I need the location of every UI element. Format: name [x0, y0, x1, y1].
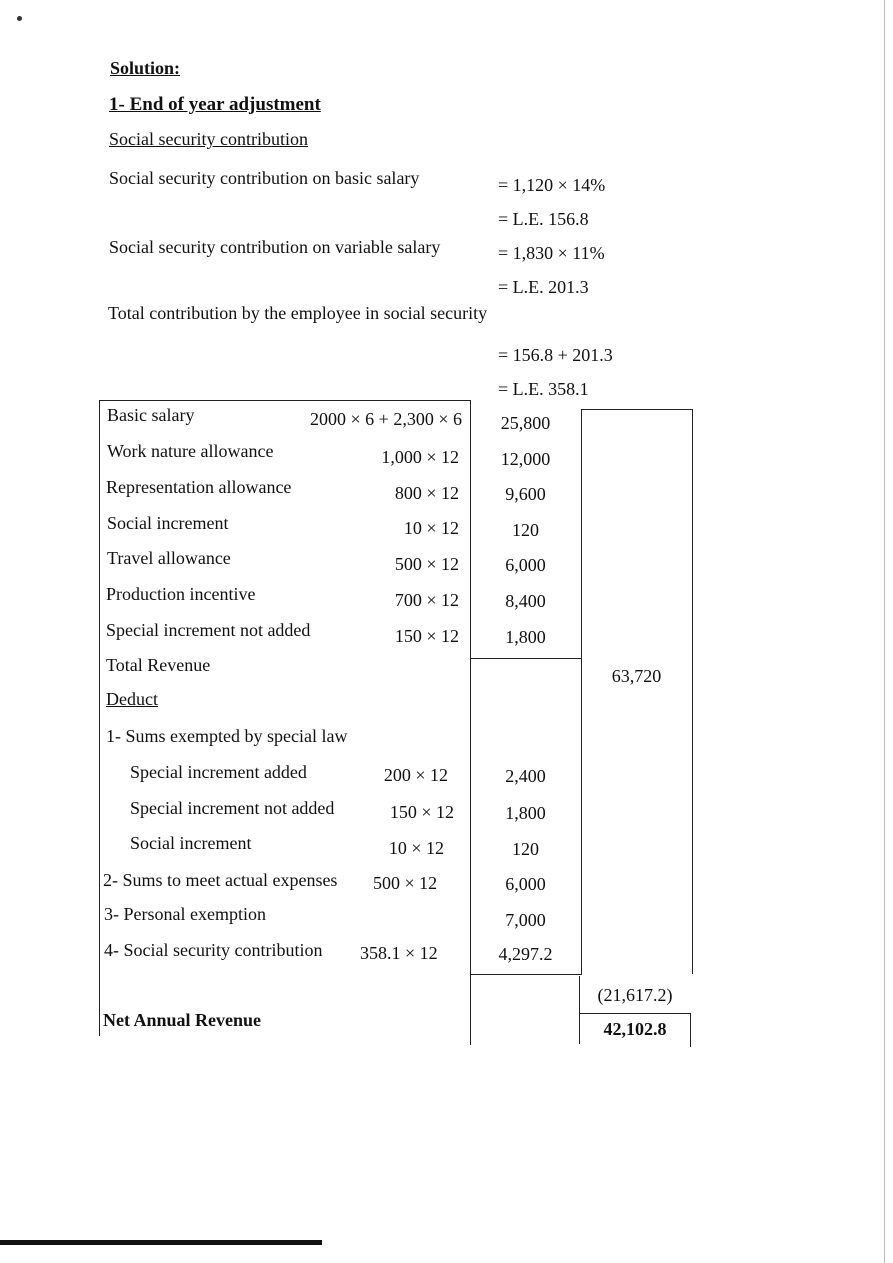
- exempt-amount: 2,400: [505, 766, 546, 786]
- ss-total-formula: = 156.8 + 201.3: [498, 345, 613, 365]
- income-formula: 700 × 12: [394, 590, 459, 610]
- deduction-subtotal-rule: [470, 974, 582, 975]
- ss-variable-label: Social security contribution on variable salary: [109, 237, 441, 257]
- table-top-border: [99, 400, 471, 401]
- income-formula: 10 × 12: [403, 518, 459, 538]
- income-label: Special increment not added: [106, 620, 311, 640]
- subsection-title: Social security contribution: [109, 129, 308, 149]
- section-title-text: 1- End of year adjustment: [109, 94, 321, 115]
- income-formula: 2000 × 6 + 2,300 × 6: [310, 409, 462, 429]
- exempt-formula: 150 × 12: [389, 802, 454, 822]
- income-amount: 120: [512, 520, 539, 540]
- solution-title: Solution:: [110, 58, 181, 78]
- net-annual-revenue-value: 42,102.8: [603, 1019, 667, 1039]
- income-formula: 800 × 12: [394, 483, 459, 503]
- exempt-formula: 10 × 12: [388, 838, 444, 858]
- ss-variable-formula: = 1,830 × 11%: [498, 243, 605, 263]
- personal-exemption-amount: 7,000: [505, 910, 546, 930]
- net-annual-revenue-label: Net Annual Revenue: [103, 1010, 262, 1030]
- exempt-amount: 120: [512, 839, 539, 859]
- ss-total-label: Total contribution by the employee in social security: [108, 303, 488, 323]
- income-formula: 150 × 12: [394, 626, 459, 646]
- income-amount: 8,400: [505, 591, 546, 611]
- scan-speck: [17, 16, 22, 21]
- exempt-formula: 200 × 12: [383, 765, 448, 785]
- income-amount: 12,000: [500, 449, 551, 469]
- ss-total-result: = L.E. 358.1: [498, 379, 589, 399]
- ss-basic-label: Social security contribution on basic salary: [109, 168, 420, 188]
- amount-col-right-rule: [581, 409, 582, 974]
- income-subtotal-rule: [470, 658, 582, 659]
- scan-edge-line: [884, 0, 885, 1263]
- total-revenue-value: 63,720: [611, 666, 662, 686]
- actual-expenses-amount: 6,000: [505, 874, 546, 894]
- income-amount: 1,800: [505, 627, 546, 647]
- table-left-border: [99, 400, 100, 1036]
- scan-bottom-bar: [0, 1240, 322, 1245]
- actual-expenses-label: 2- Sums to meet actual expenses: [103, 870, 338, 890]
- total-revenue-label: Total Revenue: [106, 655, 211, 675]
- income-formula: 1,000 × 12: [381, 447, 459, 467]
- net-value-top-rule: [579, 1013, 691, 1014]
- ss-variable-result: = L.E. 201.3: [498, 277, 589, 297]
- income-amount: 9,600: [505, 484, 546, 504]
- income-amount: 25,800: [500, 413, 551, 433]
- personal-exemption-label: 3- Personal exemption: [104, 904, 266, 924]
- deduct-label: Deduct: [106, 689, 158, 709]
- total-col-top-rule: [581, 409, 693, 410]
- exempt-label: Social increment: [130, 833, 252, 853]
- ss-basic-formula: = 1,120 × 14%: [498, 175, 606, 195]
- income-label: Basic salary: [107, 405, 195, 425]
- income-label: Social increment: [107, 513, 229, 533]
- income-label: Travel allowance: [107, 548, 231, 568]
- exempt-heading: 1- Sums exempted by special law: [106, 726, 348, 746]
- actual-expenses-formula: 500 × 12: [373, 873, 438, 893]
- income-label: Production incentive: [106, 584, 256, 604]
- exempt-label: Special increment not added: [130, 798, 335, 818]
- exempt-amount: 1,800: [505, 803, 546, 823]
- section-title: [109, 94, 321, 116]
- ss-deduction-formula: 358.1 × 12: [360, 943, 438, 963]
- ss-deduction-amount: 4,297.2: [498, 944, 553, 964]
- total-deduction-value: (21,617.2): [597, 985, 673, 1005]
- exempt-label: Special increment added: [130, 762, 307, 782]
- income-amount: 6,000: [505, 555, 546, 575]
- ss-basic-result: = L.E. 156.8: [498, 209, 589, 229]
- total-col-right-rule: [692, 409, 693, 974]
- income-label: Representation allowance: [106, 477, 292, 497]
- income-formula: 500 × 12: [394, 554, 459, 574]
- ss-deduction-label: 4- Social security contribution: [104, 940, 323, 960]
- income-label: Work nature allowance: [107, 441, 274, 461]
